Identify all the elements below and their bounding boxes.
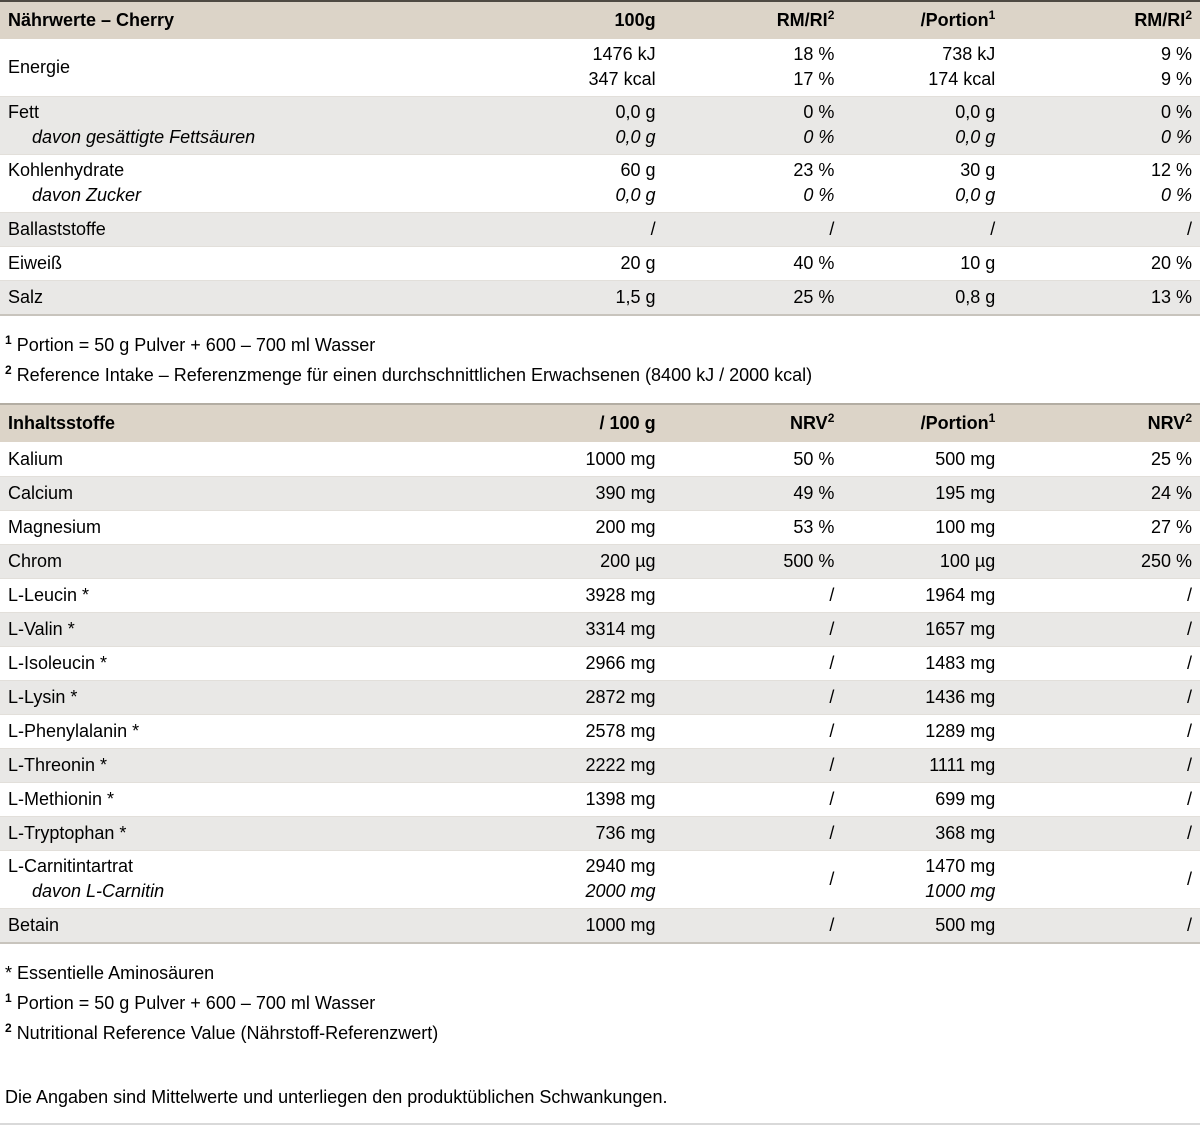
column-header-label: / 100 g <box>599 413 656 433</box>
value: 2966 mg <box>585 653 656 673</box>
value-cell <box>995 253 1192 274</box>
value: / <box>1186 868 1192 889</box>
value-cell <box>834 219 995 240</box>
value: 0 % <box>803 127 835 147</box>
value: 9 % <box>1160 44 1192 64</box>
table-row-l-tryptophan <box>0 816 1200 850</box>
value-cell <box>453 585 656 606</box>
value: / <box>1186 585 1192 605</box>
value: 50 % <box>793 448 835 469</box>
column-header-label: NRV <box>790 413 828 433</box>
value-cell <box>995 483 1192 504</box>
value-cell <box>453 517 656 538</box>
row-label: Energie <box>8 56 71 77</box>
value-cell <box>834 915 995 936</box>
value: 195 mg <box>935 483 996 503</box>
column-header-label: /Portion <box>920 413 989 433</box>
value: 2578 mg <box>585 721 656 741</box>
value: 10 g <box>960 253 996 273</box>
value-cell <box>834 158 995 208</box>
value-cell <box>834 687 995 708</box>
table-row-l-threonin <box>0 748 1200 782</box>
row-sublabel: davon Zucker <box>32 185 142 205</box>
value-cell <box>995 653 1192 674</box>
value: 1,5 g <box>615 287 656 307</box>
value: 1476 kJ <box>592 44 656 64</box>
row-label: Ballaststoffe <box>8 219 106 239</box>
value-cell <box>453 619 656 640</box>
value: 0 % <box>803 185 835 205</box>
value-cell <box>656 687 835 708</box>
table-title: Inhaltsstoffe <box>8 413 116 433</box>
value: 0,0 g <box>955 185 996 205</box>
value-cell <box>453 915 656 936</box>
value-cell <box>995 619 1192 640</box>
value: / <box>650 219 656 239</box>
row-label: Fett <box>8 102 40 122</box>
row-label-cell <box>0 483 453 504</box>
value: / <box>1186 653 1192 673</box>
value-cell <box>995 287 1192 308</box>
value-cell <box>656 619 835 640</box>
row-label: L-Tryptophan * <box>8 823 127 843</box>
value: / <box>1186 915 1192 935</box>
column-header <box>834 10 995 31</box>
value: 18 % <box>793 44 835 64</box>
footnote <box>5 365 1200 386</box>
row-label: Betain <box>8 915 60 935</box>
column-header-superscript: 2 <box>827 411 835 425</box>
value-cell <box>834 789 995 810</box>
value: / <box>1186 619 1192 639</box>
value-cell <box>656 449 835 470</box>
value-cell <box>656 517 835 538</box>
value: / <box>1186 755 1192 775</box>
footnote <box>5 1023 1200 1044</box>
value-cell <box>656 42 835 92</box>
value: 1436 mg <box>925 687 996 707</box>
value: 390 mg <box>595 483 656 503</box>
column-header <box>995 413 1192 434</box>
value-cell <box>656 789 835 810</box>
value-cell <box>453 823 656 844</box>
value: 1111 mg <box>929 755 996 775</box>
value-cell <box>995 42 1192 92</box>
column-header-superscript: 2 <box>1185 8 1192 22</box>
row-label-cell <box>0 755 453 776</box>
value: / <box>1186 823 1192 843</box>
value: 200 µg <box>600 551 656 571</box>
value: 1483 mg <box>925 653 996 673</box>
value-cell <box>995 158 1192 208</box>
value-cell <box>453 219 656 240</box>
value-cell <box>453 483 656 504</box>
table-row-eiweiß <box>0 246 1200 280</box>
row-label-cell <box>0 287 453 308</box>
footnote-text: Portion = 50 g Pulver + 600 – 700 ml Wasser <box>16 335 376 355</box>
value: 40 % <box>793 253 835 273</box>
footnote-marker: 2 <box>5 1021 12 1035</box>
value-cell <box>995 219 1192 240</box>
table-row-salz <box>0 280 1200 314</box>
table-row-fett <box>0 96 1200 154</box>
row-label-cell <box>0 517 453 538</box>
table-inhaltsstoffe <box>0 403 1200 944</box>
table-row-l-leucin <box>0 578 1200 612</box>
value-cell <box>995 585 1192 606</box>
value: / <box>829 789 835 809</box>
value: 1000 mg <box>585 448 656 469</box>
value-cell <box>995 551 1192 572</box>
value-cell <box>656 100 835 150</box>
value-cell <box>995 721 1192 742</box>
value-cell <box>834 755 995 776</box>
value: 53 % <box>793 517 835 537</box>
value: 1964 mg <box>925 585 996 605</box>
value: 30 g <box>960 160 996 180</box>
column-header <box>453 413 656 434</box>
column-header-label: RM/RI <box>1134 10 1186 30</box>
value-cell <box>834 100 995 150</box>
table-row-energie <box>0 39 1200 96</box>
value: 0,0 g <box>955 127 996 147</box>
value: 2872 mg <box>585 687 656 707</box>
value: / <box>1186 687 1192 707</box>
value: 0,0 g <box>615 127 656 147</box>
value-cell <box>656 287 835 308</box>
value-cell <box>453 687 656 708</box>
row-label: L-Methionin * <box>8 789 115 809</box>
value: 0 % <box>1160 185 1192 205</box>
row-label-cell <box>0 789 453 810</box>
value: 0 % <box>1160 102 1192 122</box>
footnote-text: Reference Intake – Referenzmenge für einen durchschnittlichen Erwachsenen (8400 kJ / 2000 kcal) <box>16 365 813 385</box>
value: 0,0 g <box>955 102 996 122</box>
value-cell <box>453 721 656 742</box>
column-header <box>834 413 995 434</box>
row-label-cell <box>0 653 453 674</box>
value: / <box>829 823 835 843</box>
row-label: Salz <box>8 287 44 307</box>
value: 0,0 g <box>615 102 656 122</box>
row-label: Eiweiß <box>8 253 63 273</box>
value: 0 % <box>803 102 835 122</box>
row-sublabel: davon gesättigte Fettsäuren <box>32 127 256 147</box>
value-cell <box>834 483 995 504</box>
table-naehrwerte <box>0 0 1200 316</box>
value: / <box>829 755 835 775</box>
value: 100 µg <box>939 551 996 571</box>
table-row-l-carnitintartrat <box>0 850 1200 908</box>
value-cell <box>995 449 1192 470</box>
average-values-note: Die Angaben sind Mittelwerte und unterliegen den produktüblichen Schwankungen. <box>5 1087 668 1107</box>
value-cell <box>656 915 835 936</box>
column-header <box>656 413 835 434</box>
row-label-cell <box>0 619 453 640</box>
row-label-cell <box>0 854 453 904</box>
value-cell <box>656 653 835 674</box>
row-label-cell <box>0 219 453 240</box>
value: 2222 mg <box>585 755 656 775</box>
footnote <box>5 335 1200 356</box>
value: 1470 mg <box>925 856 996 876</box>
value-cell <box>995 687 1192 708</box>
column-header <box>995 10 1192 31</box>
value: 27 % <box>1150 517 1192 537</box>
value: 699 mg <box>935 789 996 809</box>
value-cell <box>834 619 995 640</box>
value: 174 kcal <box>928 69 996 89</box>
value-cell <box>656 823 835 844</box>
value-cell <box>656 158 835 208</box>
row-label-cell <box>0 253 453 274</box>
value: 200 mg <box>595 517 656 537</box>
value-cell <box>656 721 835 742</box>
value: 500 % <box>783 551 835 571</box>
value: 1289 mg <box>925 721 996 741</box>
value-cell <box>656 253 835 274</box>
value-cell <box>453 100 656 150</box>
row-label-cell <box>0 42 453 92</box>
row-label: L-Phenylalanin * <box>8 721 140 741</box>
column-header-label: NRV <box>1147 413 1186 433</box>
footnotes-naehrwerte <box>0 316 1200 403</box>
value: 0 % <box>1160 127 1192 147</box>
footnote-marker: 1 <box>5 333 12 347</box>
column-header-label: /Portion <box>920 10 989 30</box>
value-cell <box>453 449 656 470</box>
value: 12 % <box>1150 160 1192 180</box>
row-label-cell <box>0 721 453 742</box>
table-row-kalium <box>0 442 1200 476</box>
value-cell <box>656 854 835 904</box>
value: 0,0 g <box>615 185 656 205</box>
table-row-kohlenhydrate <box>0 154 1200 212</box>
value-cell <box>995 789 1192 810</box>
value-cell <box>834 287 995 308</box>
row-label-cell <box>0 823 453 844</box>
value-cell <box>995 823 1192 844</box>
footnote-text: Nutritional Reference Value (Nährstoff-Referenzwert) <box>16 1023 439 1043</box>
value: 9 % <box>1160 69 1192 89</box>
value-cell <box>995 755 1192 776</box>
row-label: L-Isoleucin * <box>8 653 108 673</box>
value-cell <box>834 854 995 904</box>
value-cell <box>453 789 656 810</box>
table-row-l-valin <box>0 612 1200 646</box>
value-cell <box>453 551 656 572</box>
value-cell <box>995 100 1192 150</box>
value: / <box>1186 721 1192 741</box>
value-cell <box>834 449 995 470</box>
value-cell <box>834 551 995 572</box>
row-label-cell <box>0 449 453 470</box>
table-row-magnesium <box>0 510 1200 544</box>
value: 24 % <box>1150 483 1192 503</box>
table-row-chrom <box>0 544 1200 578</box>
value-cell <box>453 287 656 308</box>
row-label-cell <box>0 158 453 208</box>
table-title: Nährwerte – Cherry <box>8 10 175 30</box>
value-cell <box>834 721 995 742</box>
value-cell <box>453 755 656 776</box>
value: 20 g <box>620 253 656 273</box>
row-label: Calcium <box>8 483 74 503</box>
value: 23 % <box>793 160 835 180</box>
table-row-l-isoleucin <box>0 646 1200 680</box>
value: 1000 mg <box>585 915 656 935</box>
value: 100 mg <box>935 517 996 537</box>
row-label: L-Leucin * <box>8 585 90 605</box>
value-cell <box>656 551 835 572</box>
row-label-cell <box>0 915 453 936</box>
value: / <box>829 687 835 707</box>
column-header <box>656 10 835 31</box>
value-cell <box>453 653 656 674</box>
row-label-cell <box>0 585 453 606</box>
table-row-ballaststoffe <box>0 212 1200 246</box>
row-label: L-Lysin * <box>8 687 78 707</box>
value-cell <box>453 854 656 904</box>
value: 1657 mg <box>925 619 996 639</box>
table-row-l-phenylalanin <box>0 714 1200 748</box>
value: 60 g <box>620 160 656 180</box>
value: 25 % <box>793 287 835 307</box>
value: 1000 mg <box>925 881 996 901</box>
value-cell <box>834 517 995 538</box>
value: 250 % <box>1140 551 1192 571</box>
value: 500 mg <box>935 915 996 935</box>
row-label: L-Valin * <box>8 619 75 639</box>
row-sublabel: davon L-Carnitin <box>32 881 165 901</box>
value-cell <box>656 219 835 240</box>
table-row-l-methionin <box>0 782 1200 816</box>
row-label: Kalium <box>8 448 64 469</box>
value-cell <box>995 517 1192 538</box>
value-cell <box>834 585 995 606</box>
value: 500 mg <box>935 448 996 469</box>
value: 736 mg <box>595 823 656 843</box>
value: 20 % <box>1150 253 1192 273</box>
value: 25 % <box>1150 448 1192 469</box>
value: / <box>829 653 835 673</box>
footnote-marker: * <box>5 963 13 983</box>
value: 368 mg <box>935 823 996 843</box>
value-cell <box>995 915 1192 936</box>
value: 13 % <box>1150 287 1192 307</box>
value: / <box>829 721 835 741</box>
value-cell <box>656 483 835 504</box>
value-cell <box>995 854 1192 904</box>
value: 2940 mg <box>585 856 656 876</box>
value: / <box>1186 789 1192 809</box>
value: / <box>829 868 835 889</box>
column-header-label: 100g <box>614 10 656 30</box>
table-row-calcium <box>0 476 1200 510</box>
footnote-text: Portion = 50 g Pulver + 600 – 700 ml Wasser <box>16 993 376 1013</box>
value-cell <box>834 253 995 274</box>
value-cell <box>834 653 995 674</box>
footnotes-inhaltsstoffe <box>0 944 1200 1061</box>
value: / <box>990 219 996 239</box>
table-header-row <box>0 405 1200 442</box>
table-row-betain <box>0 908 1200 942</box>
value: / <box>829 619 835 639</box>
value: 738 kJ <box>942 44 996 64</box>
value-cell <box>834 823 995 844</box>
row-label: L-Carnitintartrat <box>8 856 134 876</box>
value-cell <box>453 158 656 208</box>
value: 0,8 g <box>955 287 996 307</box>
row-label: Magnesium <box>8 517 102 537</box>
value-cell <box>453 42 656 92</box>
column-header-superscript: 1 <box>988 8 996 22</box>
row-label: L-Threonin * <box>8 755 108 775</box>
footnote <box>5 993 1200 1014</box>
value-cell <box>656 585 835 606</box>
value-cell <box>834 42 995 92</box>
table-header-row <box>0 2 1200 39</box>
value: 17 % <box>793 69 835 89</box>
footnote-marker: 1 <box>5 991 12 1005</box>
value: 49 % <box>793 483 835 503</box>
row-label: Chrom <box>8 551 63 571</box>
footnote-marker: 2 <box>5 363 12 377</box>
column-header-superscript: 2 <box>827 8 835 22</box>
value: 1398 mg <box>585 789 656 809</box>
value: 347 kcal <box>588 69 656 89</box>
value: 3314 mg <box>585 619 656 639</box>
table-row-l-lysin <box>0 680 1200 714</box>
footnote <box>5 963 1200 984</box>
value: / <box>829 915 835 935</box>
column-header-superscript: 2 <box>1185 411 1192 425</box>
value-cell <box>453 253 656 274</box>
column-header-label: RM/RI <box>776 10 828 30</box>
value-cell <box>656 755 835 776</box>
value: / <box>829 219 835 239</box>
row-label-cell <box>0 551 453 572</box>
footnote-text: Essentielle Aminosäuren <box>17 963 215 983</box>
value: 3928 mg <box>585 585 656 605</box>
row-label-cell <box>0 100 453 150</box>
column-header <box>453 10 656 31</box>
value: 2000 mg <box>585 881 656 901</box>
row-label-cell <box>0 687 453 708</box>
value: / <box>829 585 835 605</box>
row-label: Kohlenhydrate <box>8 160 125 180</box>
column-header-superscript: 1 <box>988 411 996 425</box>
value: / <box>1186 219 1192 239</box>
